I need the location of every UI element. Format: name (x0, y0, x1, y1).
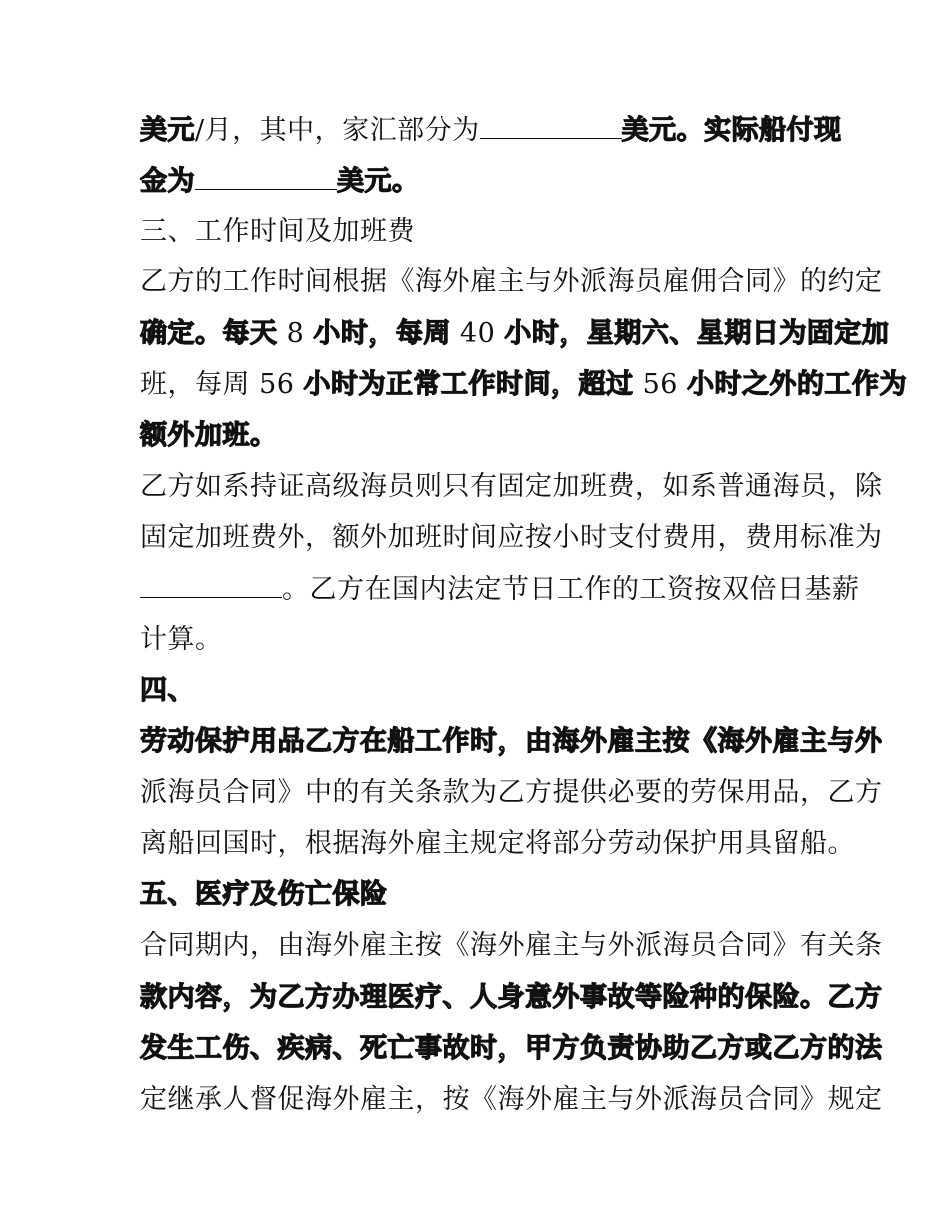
text-run: 计算。 (140, 624, 223, 655)
text-run: 班，每周 56 (140, 369, 304, 400)
text-run: 8 (277, 318, 314, 349)
text-run: /月，其中，家汇部分为 (195, 115, 480, 146)
text-run: 乙方的工作时间根据《海外雇主与外派海员雇佣合同》的约定 (140, 266, 883, 297)
text-run: 40 (450, 318, 505, 349)
text-run: 三、工作时间及加班费 (140, 216, 415, 247)
text-line (140, 214, 820, 250)
text-line (140, 724, 883, 760)
text-line (140, 316, 890, 352)
text-run: 固定加班费外，额外加班时间应按小时支付费用，费用标准为 (140, 522, 883, 553)
text-run: 小时为正常工作时间，超过 (303, 369, 634, 400)
text-run: 乙方如系持证高级海员则只有固定加班费，如系普通海员，除 (140, 471, 883, 502)
text-line (140, 520, 883, 556)
text-run: 确定。每天 (140, 318, 278, 349)
text-line (140, 877, 820, 913)
text-run: 美元。实际船付现 (621, 115, 842, 146)
text-run: 美元 (140, 115, 195, 146)
text-run: 金为 (140, 166, 195, 197)
text-line (140, 980, 883, 1016)
text-run: 合同期内，由海外雇主按《海外雇主与外派海员合同》有关条 (140, 930, 883, 961)
text-line (140, 112, 842, 149)
text-line (140, 673, 820, 709)
text-run: 发生工伤、疾病、死亡事故时，甲方负责协助乙方或乙方的法 (140, 1033, 883, 1064)
text-run: 五、医疗及伤亡保险 (140, 879, 388, 910)
text-run: 。乙方在国内法定节日工作的工资按双倍日基薪 (282, 574, 860, 605)
text-run: 美元。 (337, 166, 420, 197)
text-line (140, 1031, 883, 1067)
fill-in-blank (480, 112, 622, 139)
text-line (140, 1082, 883, 1118)
text-line (140, 622, 820, 658)
text-run: 款内容，为乙方办理医疗、人身意外事故等险种的保险。乙方 (140, 982, 883, 1013)
fill-in-blank (140, 571, 282, 598)
text-line (140, 928, 883, 964)
text-line (140, 163, 820, 200)
text-line (140, 571, 860, 608)
text-run: 离船回国时，根据海外雇主规定将部分劳动保护用具留船。 (140, 828, 855, 859)
text-run: 劳动保护用品乙方在船工作时，由海外雇主按《海外雇主与外 (140, 726, 883, 757)
fill-in-blank (195, 163, 337, 190)
text-line (140, 367, 908, 403)
text-line (140, 264, 883, 300)
text-run: 小时，每周 (313, 318, 451, 349)
text-line (140, 469, 883, 505)
text-run: 四、 (140, 675, 195, 706)
text-run: 派海员合同》中的有关条款为乙方提供必要的劳保用品，乙方 (140, 777, 883, 808)
text-run: 额外加班。 (140, 420, 278, 451)
text-line (140, 775, 883, 811)
text-line (140, 418, 820, 454)
text-run: 小时之外的工作为 (687, 369, 908, 400)
text-run: 56 (633, 369, 688, 400)
text-line (140, 826, 855, 862)
text-run: 定继承人督促海外雇主，按《海外雇主与外派海员合同》规定 (140, 1084, 883, 1115)
text-run: 小时，星期六、星期日为固定加 (504, 318, 890, 349)
